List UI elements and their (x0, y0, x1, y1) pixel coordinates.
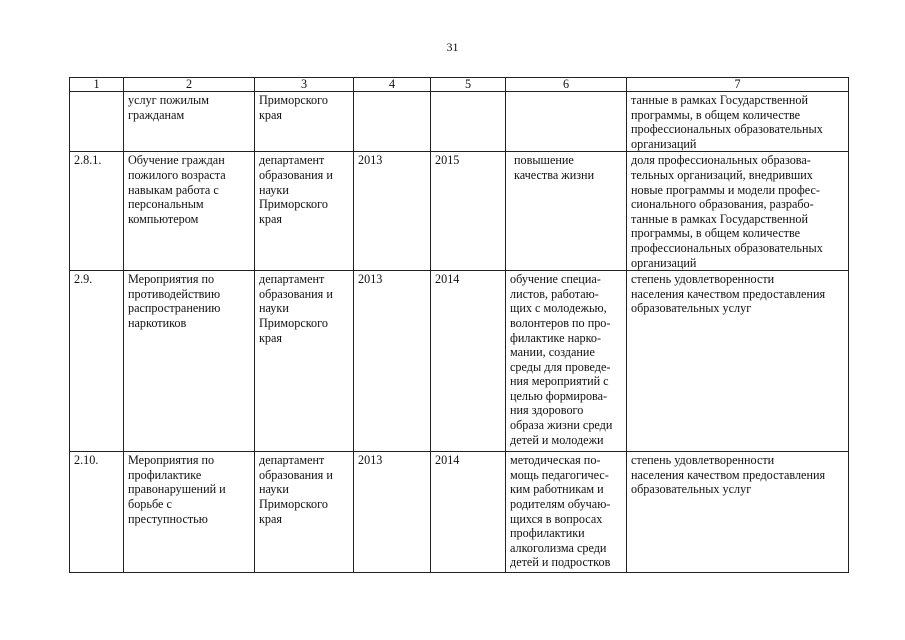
end-year: 2014 (431, 452, 506, 573)
indicator: степень удовлетворенности населения качеством предоставления образовательных услуг (627, 452, 849, 573)
row-number: 2.8.1. (70, 152, 124, 271)
expected-result: обучение специа- листов, работаю- щих с молодежью, волонтеров по про- филактике нарко- мании, создание среды для проведе- ния мероприятий с целью формирова- ния здорового образа жизни среди детей и молодежи (506, 271, 627, 452)
expected-result: методическая по- мощь педагогичес- ким работникам и родителям обучаю- щихся в вопросах профилактики алкоголизма среди детей и подростков (506, 452, 627, 573)
executor: департамент образования и науки Приморского края (255, 452, 354, 573)
executor: департамент образования и науки Приморского края (255, 271, 354, 452)
row-number (70, 92, 124, 152)
page-number: 31 (446, 40, 459, 54)
end-year: 2014 (431, 271, 506, 452)
measure-name: Мероприятия по профилактике правонарушений и борьбе с преступностью (124, 452, 255, 573)
executor: Приморского края (255, 92, 354, 152)
executor: департамент образования и науки Приморского края (255, 152, 354, 271)
indicator: доля профессиональных образова- тельных организаций, внедривших новые программы и модели профес- сионального образования, разрабо- танные в рамках Государственной программы, в общем количестве профессиональных образовательных организаций (627, 152, 849, 271)
header-cell: 5 (431, 78, 506, 92)
header-row (70, 78, 849, 92)
end-year (431, 92, 506, 152)
start-year (354, 92, 431, 152)
expected-result (506, 92, 627, 152)
header-cell: 2 (124, 78, 255, 92)
end-year: 2015 (431, 152, 506, 271)
header-cell: 3 (255, 78, 354, 92)
header-cell: 7 (627, 78, 849, 92)
header-cell: 1 (70, 78, 124, 92)
program-table (69, 77, 849, 573)
row-number: 2.9. (70, 271, 124, 452)
header-cell: 4 (354, 78, 431, 92)
start-year: 2013 (354, 452, 431, 573)
indicator: танные в рамках Государственной программы, в общем количестве профессиональных образовательных организаций (627, 92, 849, 152)
start-year: 2013 (354, 271, 431, 452)
table-row (70, 452, 849, 573)
table-row (70, 271, 849, 452)
row-number: 2.10. (70, 452, 124, 573)
indicator: степень удовлетворенности населения качеством предоставления образовательных услуг (627, 271, 849, 452)
measure-name: Обучение граждан пожилого возраста навыкам работа с персональным компьютером (124, 152, 255, 271)
measure-name: услуг пожилым гражданам (124, 92, 255, 152)
measure-name: Мероприятия по противодействию распространению наркотиков (124, 271, 255, 452)
expected-result: повышение качества жизни (506, 152, 627, 271)
header-cell: 6 (506, 78, 627, 92)
table-row (70, 152, 849, 271)
table-row (70, 92, 849, 152)
start-year: 2013 (354, 152, 431, 271)
